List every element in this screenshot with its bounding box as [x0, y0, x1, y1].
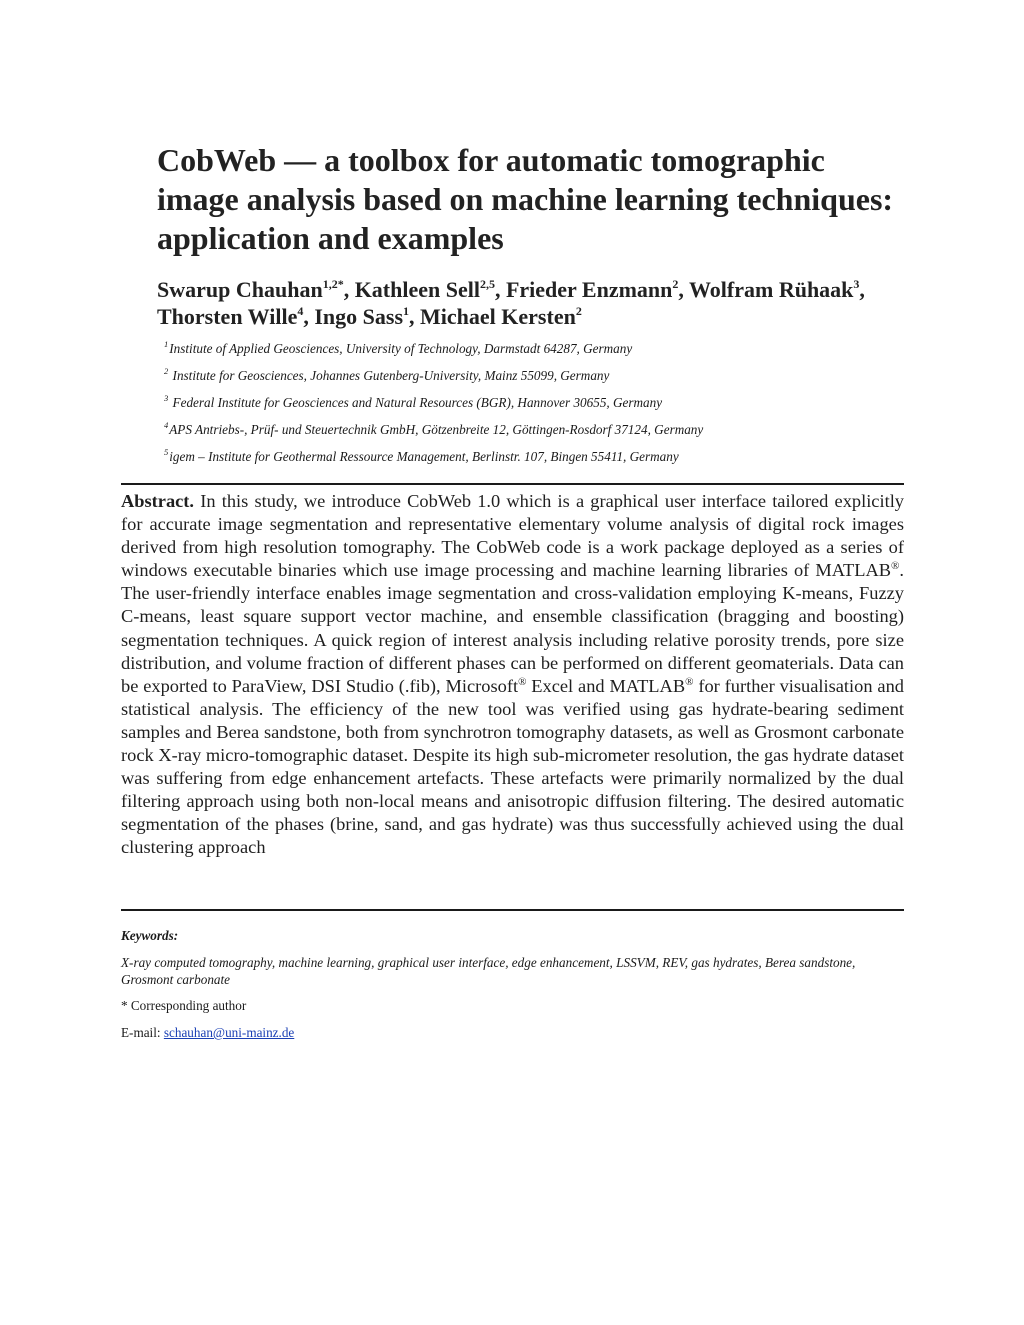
abstract-bottom-rule: [121, 909, 904, 911]
affiliation: $^1$Institute of Applied Geosciences, University of Technology, Darmstadt 64287, Germany: [164, 339, 633, 356]
email-link[interactable]: schauhan@uni-mainz.de: [163, 1025, 295, 1040]
affiliation-list: [164, 339, 904, 474]
affiliation: $^3$ Federal Institute for Geosciences and Natural Resources (BGR), Hannover 30655, Germany: [164, 393, 663, 410]
author: Frieder Enzmann$^2$,: [505, 277, 689, 302]
author: Michael Kersten$^2$: [420, 304, 582, 329]
author: Thorsten Wille$^4$,: [157, 304, 315, 329]
keywords-label: Keywords:: [121, 928, 179, 943]
affiliation: $^5$igem – Institute for Geothermal Ressource Management, Berlinstr. 107, Bingen 55411, Germany: [164, 447, 679, 464]
author: Swarup Chauhan$^{1,2*}$,: [157, 277, 355, 302]
paper-title: CobWeb — a toolbox for automatic tomographic image analysis based on machine learning techniques: application and examples: [157, 142, 894, 256]
email-line: E-mail: schauhan@uni-mainz.de: [121, 1025, 295, 1040]
affiliation: $^4$APS Antriebs-, Prüf- und Steuertechnik GmbH, Götzenbreite 12, Göttingen-Rosdorf 37124, Germany: [164, 420, 704, 437]
abstract: Abstract. In this study, we introduce CobWeb 1.0 which is a graphical user interface tailored explicitly for accurate image segmentation and representative elementary volume analysis of digital rock images derived from high resolution tomography. The CobWeb code is a work package deployed as a series of windows executable binaries which use image processing and machine learning libraries of MATLAB®. The user-friendly interface enables image segmentation and cross-validation employing K-means, Fuzzy C-means, least square support vector machine, and ensemble classification (bragging and boosting) segmentation techniques. A quick region of interest analysis including relative porosity trends, pore size distribution, and volume fraction of different phases can be performed on different geomaterials. Data can be exported to ParaView, DSI Studio (.fib), Microsoft® Excel and MATLAB® for further visualisation and statistical analysis. The efficiency of the new tool was verified using gas hydrate-bearing sediment samples and Berea sandstone, both from synchrotron tomography datasets, as well as Grosmont carbonate rock X-ray micro-tomographic dataset. Despite its high sub-micrometer resolution, the gas hydrate dataset was suffering from edge enhancement artefacts. These artefacts were primarily normalized by the dual filtering approach using both non-local means and anisotropic diffusion filtering. The desired automatic segmentation of the phases (brine, sand, and gas hydrate) was thus successfully achieved using the dual clustering approach: [121, 491, 904, 858]
corresponding-author-note: * Corresponding author: [121, 998, 247, 1013]
author-list: [157, 276, 897, 330]
author: Ingo Sass$^1$,: [314, 304, 421, 329]
affiliation: $^2$ Institute for Geosciences, Johannes Gutenberg-University, Mainz 55099, Germany: [164, 366, 610, 383]
keywords-text: X-ray computed tomography, machine learning, graphical user interface, edge enhancement, LSSVM, REV, gas hydrates, Berea sandstone, Grosmont carbonate: [121, 955, 856, 987]
author: Wolfram Rühaak$^3$,: [689, 277, 865, 302]
abstract-top-rule: [121, 483, 904, 485]
abstract-heading: Abstract.: [121, 491, 195, 511]
author: Kathleen Sell$^{2,5}$,: [354, 277, 506, 302]
